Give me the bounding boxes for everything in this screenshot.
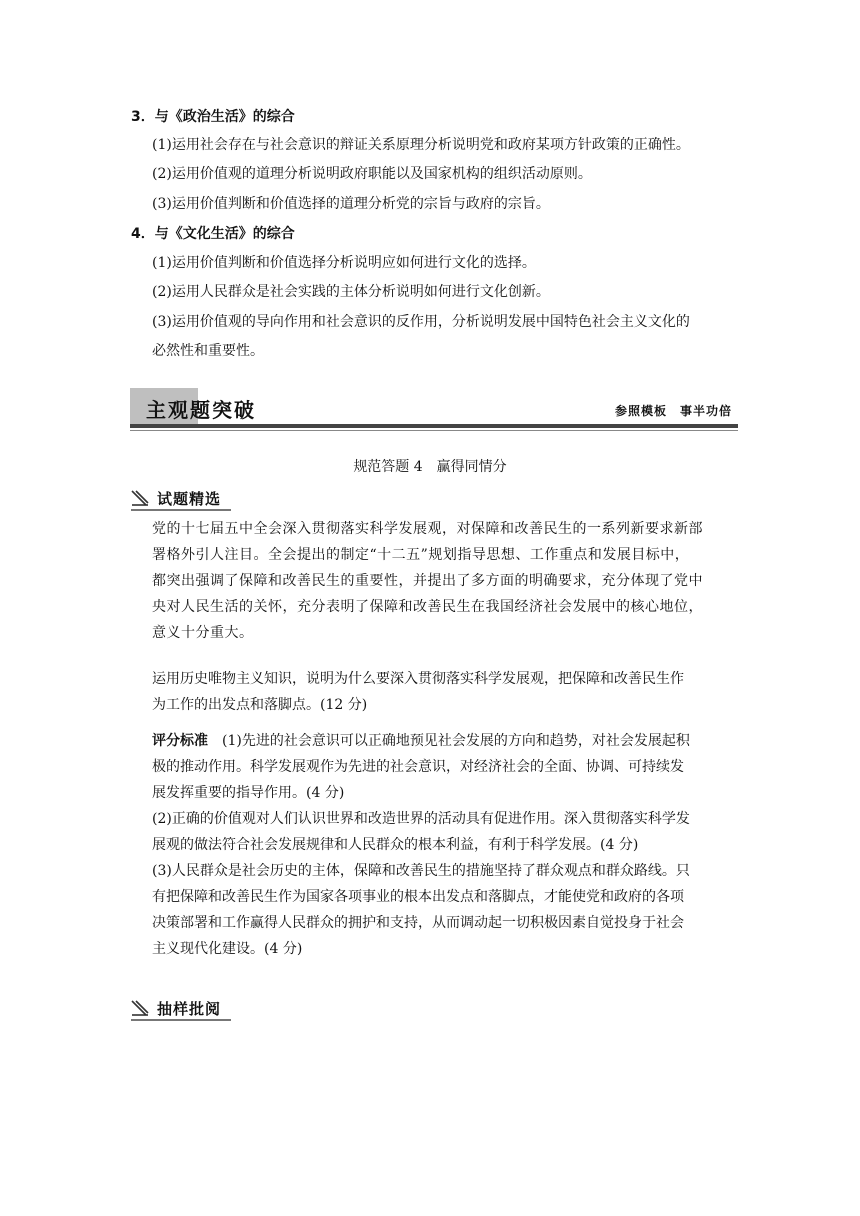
answer-title: 规范答题 4 赢得同情分 — [353, 459, 507, 475]
banner-slogan: 参照模板 事半功倍 — [614, 404, 732, 418]
section-3-item-2: (2)运用价值观的道理分析说明政府职能以及国家机构的组织活动原则。 — [152, 166, 592, 182]
scoring-paragraph — [152, 728, 732, 962]
tag-underline — [131, 509, 231, 511]
tag-underline — [131, 1019, 231, 1021]
section-3-item-1: (1)运用社会存在与社会意识的辩证关系原理分析说明党和政府某项方针政策的正确性。 — [152, 137, 690, 153]
tag-selected-questions — [131, 488, 231, 512]
section-3-heading: 3．与《政治生活》的综合 — [131, 109, 295, 125]
material-paragraph — [152, 516, 732, 646]
scoring-line: 有把保障和改善民生作为国家各项事业的根本出发点和落脚点，才能使党和政府的各项 — [152, 889, 684, 905]
scoring-line: 主义现代化建设。(4 分) — [152, 941, 303, 957]
scoring-line: (2)正确的价值观对人们认识世界和改造世界的活动具有促进作用。深入贯彻落实科学发 — [152, 811, 690, 827]
tag-sample-review — [131, 998, 231, 1022]
banner-rule — [130, 424, 738, 428]
diagonal-lines-icon — [131, 490, 149, 506]
scoring-label: 评分标准 — [152, 733, 208, 749]
banner-title: 主观题突破 — [146, 398, 256, 422]
scoring-line: (3)人民群众是社会历史的主体，保障和改善民生的措施坚持了群众观点和群众路线。只 — [152, 863, 690, 879]
scoring-line: 决策部署和工作赢得人民群众的拥护和支持，从而调动起一切积极因素自觉投身于社会 — [152, 915, 684, 931]
section-4-item-1: (1)运用价值判断和价值选择分析说明应如何进行文化的选择。 — [152, 255, 536, 271]
question-line: 运用历史唯物主义知识，说明为什么要深入贯彻落实科学发展观，把保障和改善民生作 — [152, 671, 684, 687]
material-line: 央对人民生活的关怀，充分表明了保障和改善民生在我国经济社会发展中的核心地位， — [152, 599, 703, 615]
material-line: 意义十分重大。 — [152, 625, 254, 641]
tag-label: 抽样批阅 — [157, 1000, 222, 1018]
scoring-first-line — [152, 728, 732, 754]
scoring-line: 展发挥重要的指导作用。(4 分) — [152, 785, 345, 801]
banner-rule-thin — [130, 430, 738, 431]
scoring-point-1: (1)先进的社会意识可以正确地预见社会发展的方向和趋势，对社会发展起积 — [208, 733, 690, 749]
material-line: 党的十七届五中全会深入贯彻落实科学发展观，对保障和改善民生的一系列新要求新部 — [152, 521, 703, 537]
question-paragraph — [152, 666, 732, 718]
section-3-item-3: (3)运用价值判断和价值选择的道理分析党的宗旨与政府的宗旨。 — [152, 196, 550, 212]
question-line: 为工作的出发点和落脚点。(12 分) — [152, 697, 368, 713]
diagonal-lines-icon — [131, 1000, 149, 1016]
tag-label: 试题精选 — [157, 490, 222, 508]
material-line: 都突出强调了保障和改善民生的重要性，并提出了多方面的明确要求，充分体现了党中 — [152, 573, 703, 589]
material-line: 署格外引人注目。全会提出的制定“十二五”规划指导思想、工作重点和发展目标中， — [152, 547, 690, 563]
section-4-item-3: (3)运用价值观的导向作用和社会意识的反作用，分析说明发展中国特色社会主义文化的 — [152, 314, 690, 330]
section-4-item-3-cont: 必然性和重要性。 — [152, 343, 264, 359]
scoring-line: 极的推动作用。科学发展观作为先进的社会意识，对经济社会的全面、协调、可持续发 — [152, 759, 684, 775]
scoring-line: 展观的做法符合社会发展规律和人民群众的根本利益，有利于科学发展。(4 分) — [152, 837, 639, 853]
section-4-heading: 4．与《文化生活》的综合 — [131, 226, 295, 242]
section-4-item-2: (2)运用人民群众是社会实践的主体分析说明如何进行文化创新。 — [152, 284, 550, 300]
section-banner — [130, 388, 738, 432]
